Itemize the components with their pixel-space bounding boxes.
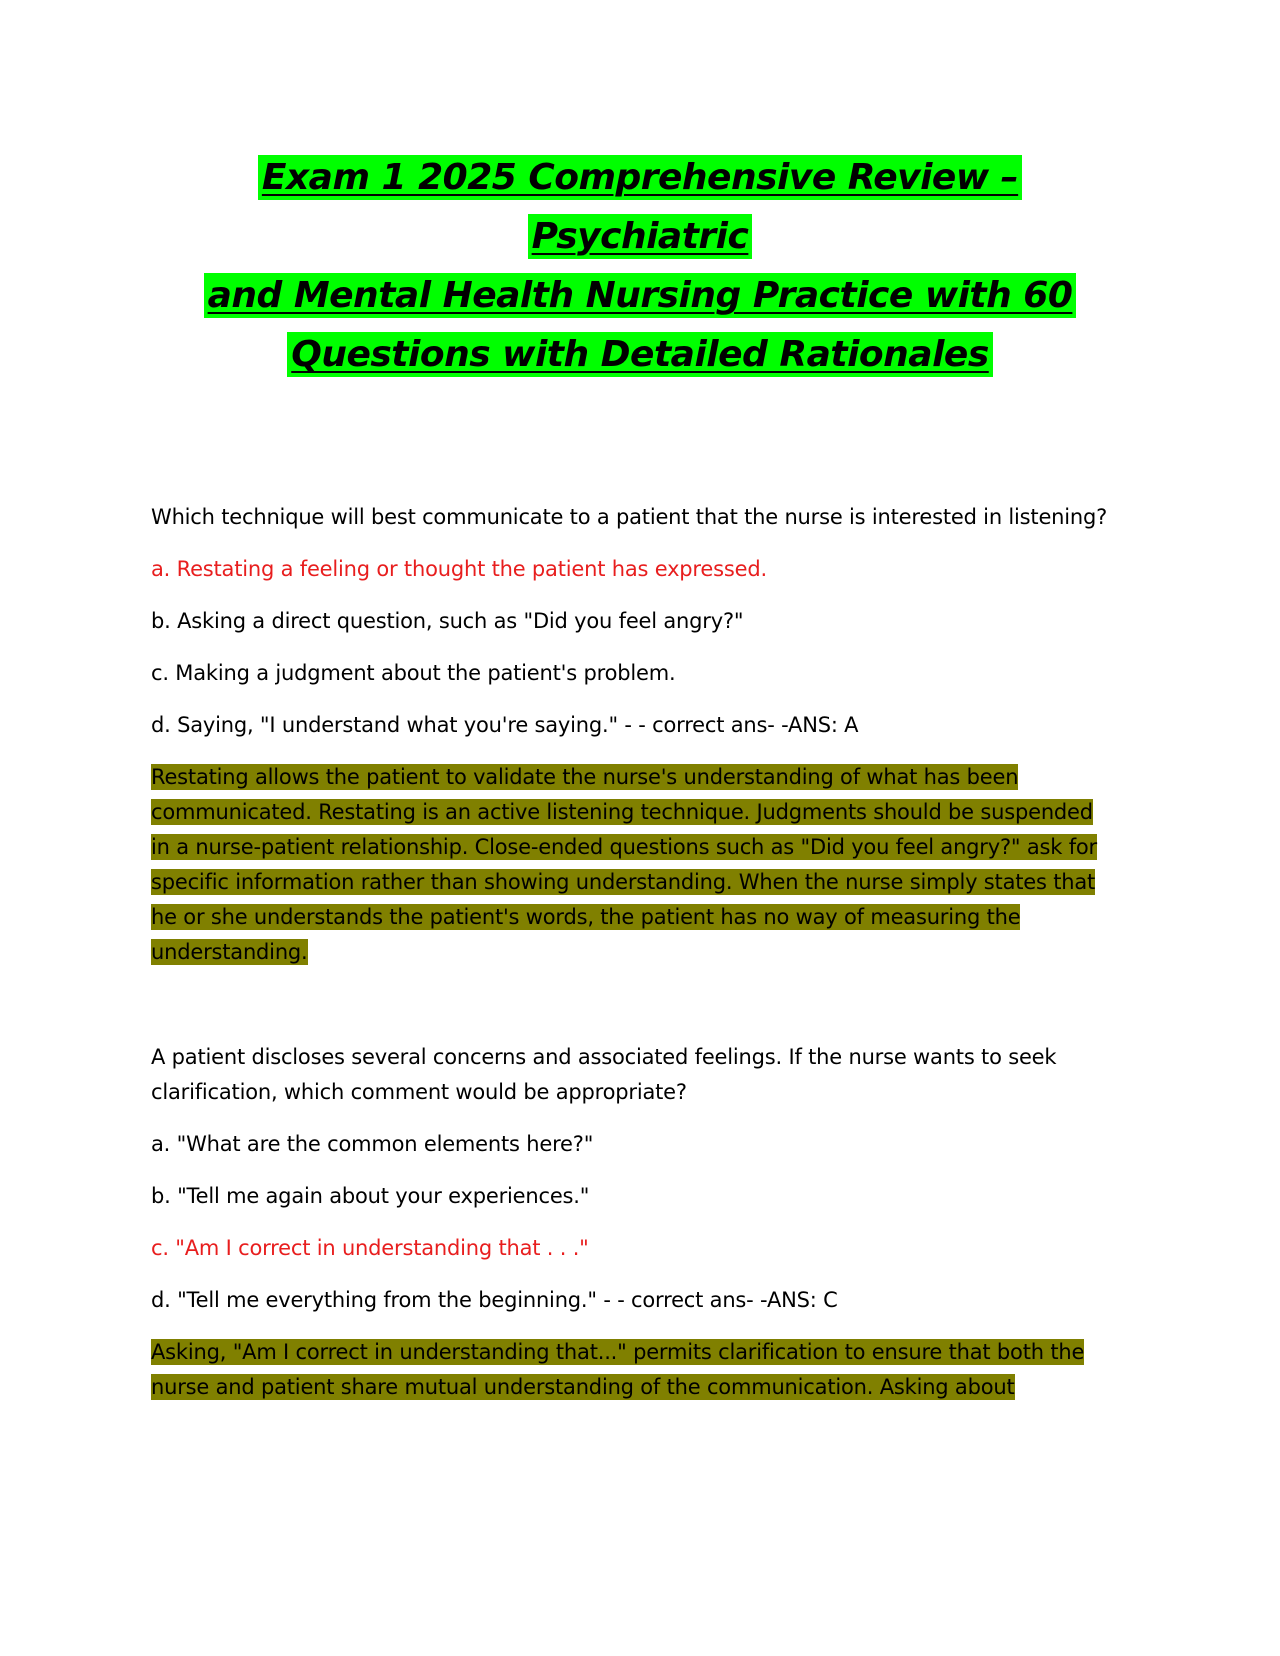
document-title [150, 148, 1130, 384]
answer-option-d: d. Saying, "I understand what you're saying." - - correct ans- -ANS: A [151, 713, 859, 737]
title-line-3: Questions with Detailed Rationales [287, 332, 993, 377]
question-stem: Which technique will best communicate to a patient that the nurse is interested in listening? [151, 505, 1108, 529]
answer-option-c: c. "Am I correct in understanding that . . ." [151, 1236, 589, 1260]
answer-option-a: a. "What are the common elements here?" [151, 1132, 594, 1156]
rationale-highlight: Asking, "Am I correct in understanding that..." permits clarification to ensure that both the nurse and patient share mutual understanding of the communication. Asking about [151, 1340, 1085, 1399]
answer-option-b: b. "Tell me again about your experiences." [151, 1184, 590, 1208]
question-spacer [151, 970, 1111, 1040]
rationale-text [151, 760, 1111, 970]
rationale-highlight: Restating allows the patient to validate the nurse's understanding of what has been communicated. Restating is an active listening technique. Judgments should be suspended in a nurse-patient relationship. Close-ended questions such as "Did you feel angry?" ask for specific information rather than showing understanding. When the nurse simply states that he or she understands the patient's words, the patient has no way of measuring the understanding. [151, 765, 1097, 964]
title-line-1: Exam 1 2025 Comprehensive Review – Psychiatric [258, 155, 1022, 259]
rationale-text [151, 1335, 1111, 1405]
answer-option-a: a. Restating a feeling or thought the patient has expressed. [151, 557, 767, 581]
title-line-2: and Mental Health Nursing Practice with 60 [204, 273, 1077, 318]
question-stem: A patient discloses several concerns and associated feelings. If the nurse wants to seek clarification, which comment would be appropriate? [151, 1045, 1057, 1104]
answer-option-c: c. Making a judgment about the patient's problem. [151, 661, 676, 685]
answer-option-d: d. "Tell me everything from the beginning." - - correct ans- -ANS: C [151, 1288, 838, 1312]
question-block-1 [151, 500, 1111, 970]
question-block-2 [151, 1040, 1111, 1405]
questions-content [151, 500, 1111, 1405]
answer-option-b: b. Asking a direct question, such as "Did you feel angry?" [151, 609, 744, 633]
